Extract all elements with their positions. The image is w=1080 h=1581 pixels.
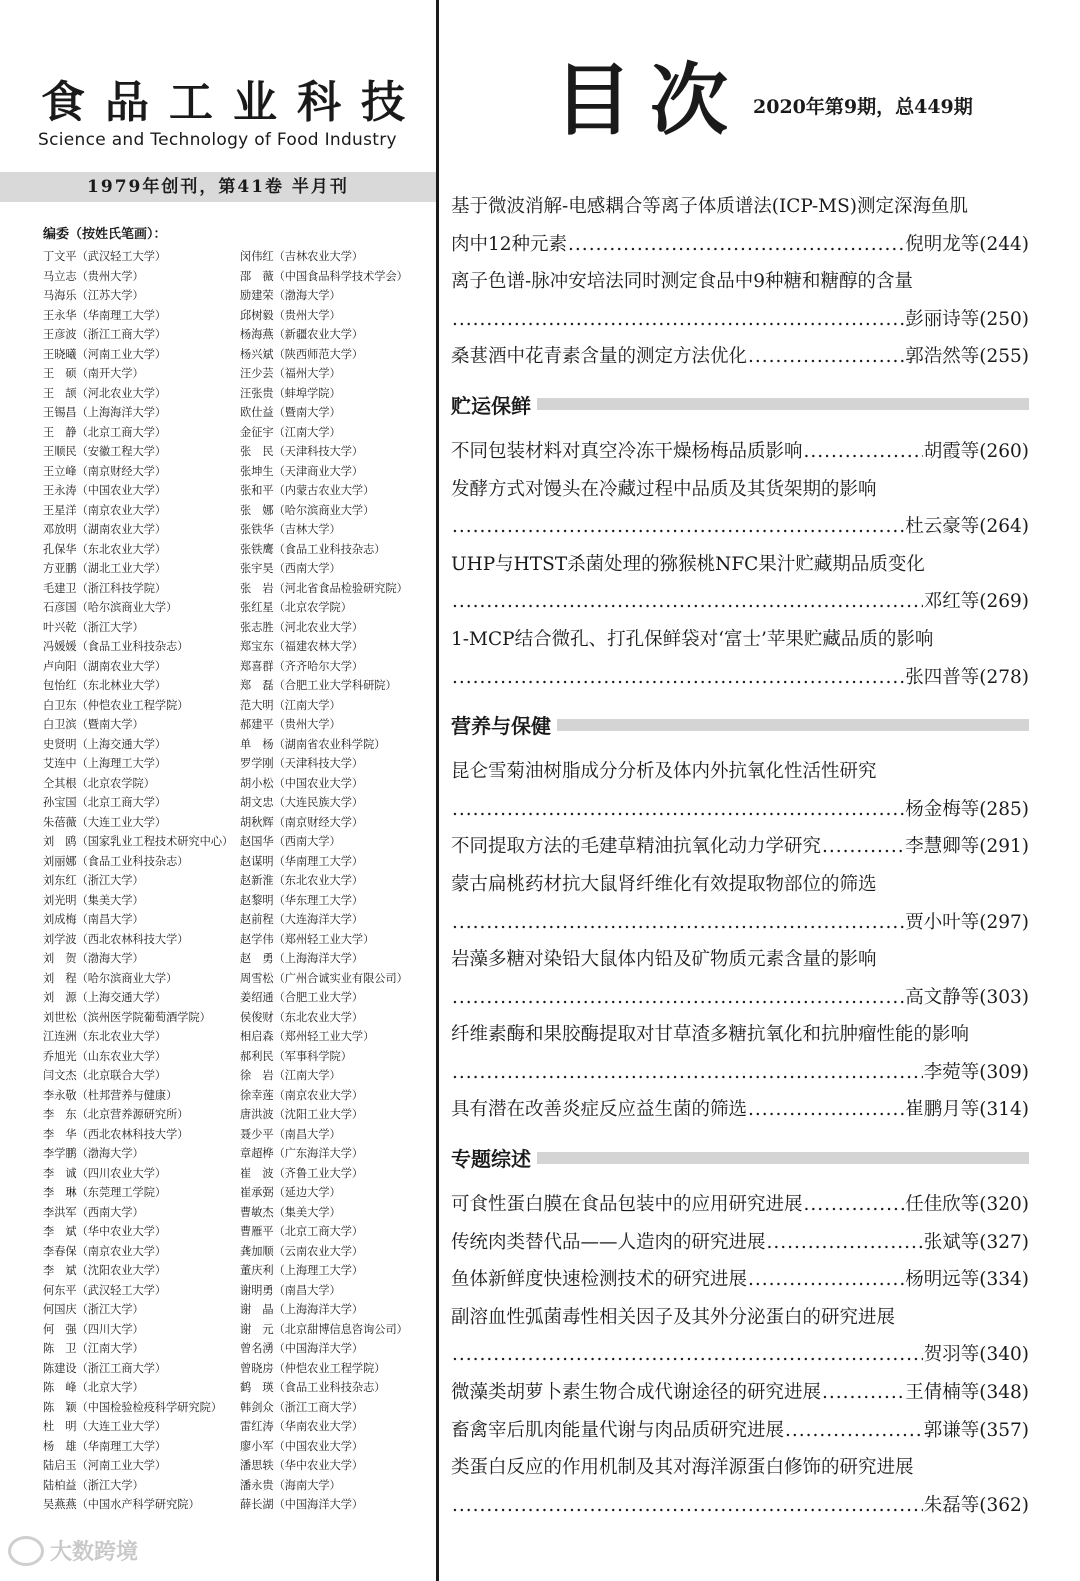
toc-entry[interactable] [451,471,1029,546]
journal-title [38,78,408,128]
board-member: 赵新淮（东北农业大学） [240,874,364,887]
board-member: 史贤明（上海交通大学） [43,737,167,751]
leader-dots [452,508,904,546]
board-member: 刘光明（集美大学） [43,893,144,907]
board-member: 陆柏益（浙江大学） [43,1478,144,1492]
board-member: 邓放明（湖南农业大学） [43,523,167,536]
article-title: 不同提取方法的毛建草精油抗氧化动力学研究 [451,836,822,858]
founded-banner: 1979年创刊，第41卷 半月刊 [0,172,436,202]
article-author-page: 杨明远等(334) [905,1269,1029,1291]
board-member: 王晓曦（河南工业大学） [43,347,167,361]
article-author-page: 高文静等(303) [905,986,1029,1008]
board-member: 丁文平（武汉轻工大学） [43,250,167,263]
board-member: 谢 元（北京甜博信息咨询公司） [240,1322,408,1336]
board-member: 张坤生（天津商业大学） [240,464,364,478]
board-member: 何国庆（浙江大学） [43,1303,144,1316]
article-title: 昆仑雪菊油树脂成分分析及体内外抗氧化性活性研究 [451,761,877,783]
board-member: 徐幸莲（南京农业大学） [240,1088,364,1102]
board-member: 何 强（四川大学） [43,1322,144,1336]
board-member: 谢 晶（上海海洋大学） [240,1303,364,1316]
board-member: 胡小松（中国农业大学） [240,776,364,790]
toc-entry[interactable] [451,1091,1029,1129]
board-member: 王彦波（浙江工商大学） [43,328,167,341]
article-author-page: 胡霞等(260) [923,440,1029,462]
toc-entry-line [451,1336,1029,1374]
board-member: 白卫东（仲恺农业工程学院） [43,698,189,712]
toc-entry-line [451,1054,1029,1092]
toc-entry-line [451,583,1029,621]
toc-entry-line [451,1091,1029,1129]
article-title: 畜禽宰后肌肉能量代谢与肉品质研究进展 [451,1419,785,1441]
leader-dots [452,1054,923,1092]
board-member: 汪少芸（福州大学） [240,367,341,380]
toc-entry[interactable] [451,1186,1029,1224]
watermark-text: 大数跨境 [50,1540,139,1565]
toc-entry[interactable] [451,433,1029,471]
board-member: 曹雁平（北京工商大学） [240,1225,364,1238]
board-member: 王 硕（南开大学） [43,367,144,380]
toc-section-header [451,376,1029,433]
toc-entry-line [451,226,1029,264]
article-author-page: 朱磊等(362) [923,1494,1029,1516]
board-member: 刘东红（浙江大学） [43,874,144,887]
board-member: 张 岩（河北省食品检验研究院） [240,581,408,595]
toc-entry[interactable] [451,1224,1029,1262]
board-member: 方亚鹏（湖北工业大学） [43,562,167,575]
article-author-page: 倪明龙等(244) [905,233,1029,255]
leader-dots [822,828,904,866]
board-member: 相启森（郑州轻工业大学） [240,1030,375,1043]
board-member: 何东平（武汉轻工大学） [43,1283,167,1297]
board-member: 欧仕益（暨南大学） [240,406,341,419]
article-title: 传统肉类替代品——人造肉的研究进展 [451,1231,766,1253]
board-member: 郝利民（军事科学院） [240,1049,352,1063]
board-member: 曾名湧（中国海洋大学） [240,1342,364,1355]
toc-list [451,188,1029,1524]
journal-subtitle: Science and Technology of Food Industry [38,130,397,150]
board-member: 罗学刚（天津科技大学） [240,757,364,770]
board-member: 石彦国（哈尔滨商业大学） [43,601,178,614]
board-member: 李 诚（四川农业大学） [43,1166,167,1180]
section-title: 专题综述 [451,1147,531,1172]
article-author-page: 任佳欣等(320) [905,1194,1029,1216]
toc-entry-line [451,1299,1029,1337]
board-member: 李 东（北京营养源研究所） [43,1108,189,1121]
board-member: 卢向阳（湖南农业大学） [43,659,167,673]
leader-dots [452,659,904,697]
toc-entry[interactable] [451,1261,1029,1299]
issue-info: 2020年第9期，总449期 [753,96,973,118]
board-member: 仝其根（北京农学院） [43,776,155,790]
leader-dots [748,1261,904,1299]
section-bar [537,398,1029,410]
toc-section-header [451,1129,1029,1186]
board-member: 赵黎明（华东理工大学） [240,893,364,907]
toc-column [439,0,1080,1581]
board-member: 董庆利（上海理工大学） [240,1264,364,1277]
editorial-board-title: 编委（按姓氏笔画）： [43,227,167,242]
leader-dots [568,226,904,264]
article-author-page: 郭浩然等(255) [905,346,1029,368]
toc-entry[interactable] [451,1016,1029,1091]
leader-dots [804,1186,905,1224]
toc-section-header [451,696,1029,753]
toc-entry[interactable] [451,1412,1029,1450]
toc-entry-line [451,866,1029,904]
toc-entry[interactable] [451,263,1029,338]
board-member: 李春保（南京农业大学） [43,1244,167,1258]
toc-entry-line [451,621,1029,659]
board-member: 赵 勇（上海海洋大学） [240,952,364,965]
leader-dots [785,1412,923,1450]
board-member: 薛长湖（中国海洋大学） [240,1498,364,1511]
board-member: 廖小军（中国农业大学） [240,1439,364,1453]
board-member: 陈 峰（北京大学） [43,1381,144,1394]
board-member: 胡秋辉（南京财经大学） [240,815,364,829]
journal-title-char: 品 [105,77,149,128]
board-member: 赵谋明（华南理工大学） [240,854,364,868]
board-member: 侯俊财（东北农业大学） [240,1010,364,1024]
toc-entry[interactable] [451,828,1029,866]
toc-entry-line [451,1261,1029,1299]
board-member: 王 颉（河北农业大学） [43,386,167,400]
board-member: 杨兴斌（陕西师范大学） [240,347,364,361]
article-title: 不同包装材料对真空冷冻干燥杨梅品质影响 [451,440,803,462]
leader-dots [822,1374,904,1412]
article-author-page: 张斌等(327) [923,1231,1029,1253]
board-member: 毛建卫（浙江科技学院） [43,581,167,595]
board-member: 白卫滨（暨南大学） [43,718,144,731]
board-member: 王立峰（南京财经大学） [43,464,167,478]
board-member: 张 民（天津科技大学） [240,445,364,458]
board-member: 郑宝东（福建农林大学） [240,640,364,653]
article-title: 类蛋白反应的作用机制及其对海洋源蛋白修饰的研究进展 [451,1457,914,1479]
board-member: 李 斌（沈阳农业大学） [43,1264,167,1277]
article-title: 微藻类胡萝卜素生物合成代谢途径的研究进展 [451,1382,822,1404]
article-author-page: 彭丽诗等(250) [905,308,1029,330]
journal-title-char: 工 [169,77,213,128]
toc-entry-line [451,263,1029,301]
toc-entry-line [451,546,1029,584]
article-author-page: 李菀等(309) [923,1061,1029,1083]
board-member: 包怡红（东北林业大学） [43,679,167,692]
board-member: 张宇昊（西南大学） [240,562,341,575]
leader-dots [748,1091,904,1129]
toc-entry[interactable] [451,941,1029,1016]
board-member: 李学鹏（渤海大学） [43,1147,144,1160]
board-member: 章超桦（广东海洋大学） [240,1147,364,1160]
board-member: 刘学波（西北农林科技大学） [43,932,189,946]
article-author-page: 杜云豪等(264) [905,516,1029,538]
board-member: 杨 雄（华南理工大学） [43,1439,167,1453]
board-member: 李永敬（杜邦营养与健康） [43,1088,178,1102]
board-member: 徐 岩（江南大学） [240,1069,341,1082]
toc-entry-line [451,188,1029,226]
toc-entry[interactable] [451,1299,1029,1374]
board-member: 刘世松（滨州医学院葡萄酒学院） [43,1010,211,1024]
board-member: 鹤 瑛（食品工业科技杂志） [240,1381,386,1394]
board-member: 王永华（华南理工大学） [43,308,167,322]
board-member: 张和平（内蒙古农业大学） [240,484,375,497]
article-author-page: 王倩楠等(348) [905,1382,1029,1404]
board-member: 邵 薇（中国食品科学技术学会） [240,269,408,283]
toc-entry[interactable] [451,1449,1029,1524]
board-member: 单 杨（湖南省农业科学院） [240,737,386,751]
board-member: 艾连中（上海理工大学） [43,757,167,770]
board-member: 刘 鸥（国家乳业工程技术研究中心） [43,835,234,848]
article-title: 具有潜在改善炎症反应益生菌的筛选 [451,1099,748,1121]
article-title: 桑葚酒中花青素含量的测定方法优化 [451,346,748,368]
board-member: 郑喜群（齐齐哈尔大学） [240,659,364,673]
toc-entry-line [451,753,1029,791]
leader-dots [748,338,904,376]
board-member: 马海乐（江苏大学） [43,289,144,302]
board-member: 雷红涛（华南农业大学） [240,1420,364,1433]
toc-entry[interactable] [451,753,1029,828]
section-bar [557,719,1029,731]
board-member: 刘丽娜（食品工业科技杂志） [43,854,189,868]
board-member: 曾晓房（仲恺农业工程学院） [240,1361,386,1375]
toc-entry-line [451,338,1029,376]
board-member: 潘永贵（海南大学） [240,1478,341,1492]
journal-title-char: 食 [41,77,85,128]
toc-entry[interactable] [451,188,1029,263]
board-member: 刘 贺（渤海大学） [43,952,144,965]
toc-entry-line [451,1224,1029,1262]
article-author-page: 崔鹏月等(314) [905,1099,1029,1121]
toc-entry[interactable] [451,1374,1029,1412]
toc-entry-line [451,1412,1029,1450]
board-member: 崔 波（齐鲁工业大学） [240,1166,364,1180]
board-member: 谢明勇（南昌大学） [240,1283,341,1297]
board-column-1 [43,247,238,1515]
section-title: 贮运保鲜 [451,393,531,418]
board-member: 李 琳（东莞理工学院） [43,1186,167,1199]
leader-dots [452,904,904,942]
article-title: 可食性蛋白膜在食品包装中的应用研究进展 [451,1194,803,1216]
board-member: 赵国华（西南大学） [240,835,341,848]
toc-entry-line [451,1374,1029,1412]
board-member: 王星洋（南京农业大学） [43,503,167,517]
board-member: 励建荣（渤海大学） [240,289,341,302]
board-member: 李 华（西北农林科技大学） [43,1127,189,1141]
toc-entry-line [451,1186,1029,1224]
article-title: 岩藻多糖对染铅大鼠体内铅及矿物质元素含量的影响 [451,949,877,971]
toc-entry-line [451,508,1029,546]
leader-dots [452,979,904,1017]
board-member: 张铁鹰（食品工业科技杂志） [240,542,386,556]
toc-entry-line [451,301,1029,339]
leader-dots [804,433,923,471]
article-author-page: 郭谦等(357) [923,1419,1029,1441]
toc-entry-line [451,433,1029,471]
toc-entry-line [451,1449,1029,1487]
article-author-page: 杨金梅等(285) [905,798,1029,820]
board-member: 陈 颖（中国检验检疫科学研究院） [43,1400,223,1414]
board-member: 杜 明（大连工业大学） [43,1420,167,1433]
toc-entry-line [451,828,1029,866]
toc-entry-line [451,471,1029,509]
board-member: 崔承弼（延边大学） [240,1186,341,1199]
journal-title-char: 业 [233,77,277,128]
board-member: 赵学伟（郑州轻工业大学） [240,932,375,946]
board-member: 潘思轶（华中农业大学） [240,1459,364,1472]
board-member: 江连洲（东北农业大学） [43,1030,167,1043]
leader-dots [767,1224,923,1262]
article-title: 副溶血性弧菌毒性相关因子及其外分泌蛋白的研究进展 [451,1306,896,1328]
toc-entry-line [451,1016,1029,1054]
board-column-2 [240,247,436,1515]
section-bar [537,1152,1029,1164]
toc-entry[interactable] [451,621,1029,696]
leader-dots [452,791,904,829]
board-member: 王 静（北京工商大学） [43,425,167,439]
board-member: 范大明（江南大学） [240,698,341,712]
board-member: 聂少平（南昌大学） [240,1127,341,1141]
article-author-page: 贺羽等(340) [923,1344,1029,1366]
board-member: 孙宝国（北京工商大学） [43,796,167,809]
article-title: 鱼体新鲜度快速检测技术的研究进展 [451,1269,748,1291]
board-member: 汪张贵（蚌埠学院） [240,386,341,400]
board-member: 李洪军（西南大学） [43,1205,144,1219]
board-member: 杨海燕（新疆农业大学） [240,328,364,341]
board-member: 韩剑众（浙江工商大学） [240,1400,364,1414]
board-member: 张 娜（哈尔滨商业大学） [240,503,375,517]
toc-entry[interactable] [451,338,1029,376]
toc-entry-line [451,979,1029,1017]
article-title: 1-MCP结合微孔、打孔保鲜袋对‘富士’苹果贮藏品质的影响 [451,628,934,650]
toc-entry-line [451,1487,1029,1525]
board-member: 冯媛媛（食品工业科技杂志） [43,640,189,653]
leader-dots [452,301,904,339]
left-column [0,0,436,1581]
board-member: 曹敏杰（集美大学） [240,1205,341,1219]
article-title: 肉中12种元素 [451,233,568,255]
article-author-page: 贾小叶等(297) [905,911,1029,933]
journal-title-char: 技 [361,77,405,128]
journal-title-char: 科 [297,77,341,128]
board-member: 马立志（贵州大学） [43,269,144,283]
toc-entry-line [451,904,1029,942]
board-member: 闵伟红（吉林农业大学） [240,250,364,263]
board-member: 叶兴乾（浙江大学） [43,620,144,634]
article-title: 基于微波消解-电感耦合等离子体质谱法(ICP-MS)测定深海鱼肌 [451,196,968,217]
section-title: 营养与保健 [451,714,551,739]
board-member: 刘成梅（南昌大学） [43,913,144,926]
article-title: 蒙古扁桃药材抗大鼠肾纤维化有效提取物部位的筛选 [451,873,877,895]
board-member: 刘 程（哈尔滨商业大学） [43,971,178,985]
watermark-icon [8,1536,44,1566]
board-member: 陈 卫（江南大学） [43,1342,144,1355]
toc-entry[interactable] [451,866,1029,941]
article-title: 离子色谱-脉冲安培法同时测定食品中9种糖和糖醇的含量 [451,271,914,293]
board-member: 郝建平（贵州大学） [240,718,341,731]
board-member: 吴燕燕（中国水产科学研究院） [43,1498,200,1511]
board-member: 邱树毅（贵州大学） [240,308,341,322]
article-author-page: 李慧卿等(291) [905,836,1029,858]
board-member: 王永涛（中国农业大学） [43,484,167,497]
board-member: 陆启玉（河南工业大学） [43,1459,167,1472]
article-title: 纤维素酶和果胶酶提取对甘草渣多糖抗氧化和抗肿瘤性能的影响 [451,1024,970,1046]
article-author-page: 邓红等(269) [923,591,1029,613]
article-title: UHP与HTST杀菌处理的猕猴桃NFC果汁贮藏期品质变化 [451,553,925,575]
board-member: 金征宇（江南大学） [240,425,341,439]
leader-dots [452,1336,923,1374]
board-member: 胡文忠（大连民族大学） [240,796,364,809]
board-member: 赵前程（大连海洋大学） [240,913,364,926]
toc-title: 目次 [554,55,747,146]
board-member: 李 斌（华中农业大学） [43,1225,167,1238]
board-member: 陈建设（浙江工商大学） [43,1361,167,1375]
board-member: 唐洪波（沈阳工业大学） [240,1108,364,1121]
board-member: 郑 磊（合肥工业大学科研院） [240,679,397,692]
board-member: 孔保华（东北农业大学） [43,542,167,556]
board-member: 龚加顺（云南农业大学） [240,1244,364,1258]
board-member: 刘 源（上海交通大学） [43,991,167,1004]
board-member: 张铁华（吉林大学） [240,523,341,536]
board-member: 姜绍通（合肥工业大学） [240,991,364,1004]
toc-entry[interactable] [451,546,1029,621]
toc-entry-line [451,791,1029,829]
board-member: 张志胜（河北农业大学） [240,620,364,634]
board-member: 王锡昌（上海海洋大学） [43,406,167,419]
leader-dots [452,1487,923,1525]
watermark-logo [8,1535,138,1566]
board-member: 张红星（北京农学院） [240,601,352,614]
article-author-page: 张四普等(278) [905,666,1029,688]
article-title: 发酵方式对馒头在冷藏过程中品质及其货架期的影响 [451,478,877,500]
board-member: 朱蓓薇（大连工业大学） [43,815,167,829]
board-member: 闫文杰（北京联合大学） [43,1069,167,1082]
board-member: 周雪松（广州合诚实业有限公司） [240,971,408,985]
toc-entry-line [451,941,1029,979]
toc-entry-line [451,659,1029,697]
board-member: 乔旭光（山东农业大学） [43,1049,167,1063]
board-member: 王顺民（安徽工程大学） [43,445,167,458]
leader-dots [452,583,923,621]
